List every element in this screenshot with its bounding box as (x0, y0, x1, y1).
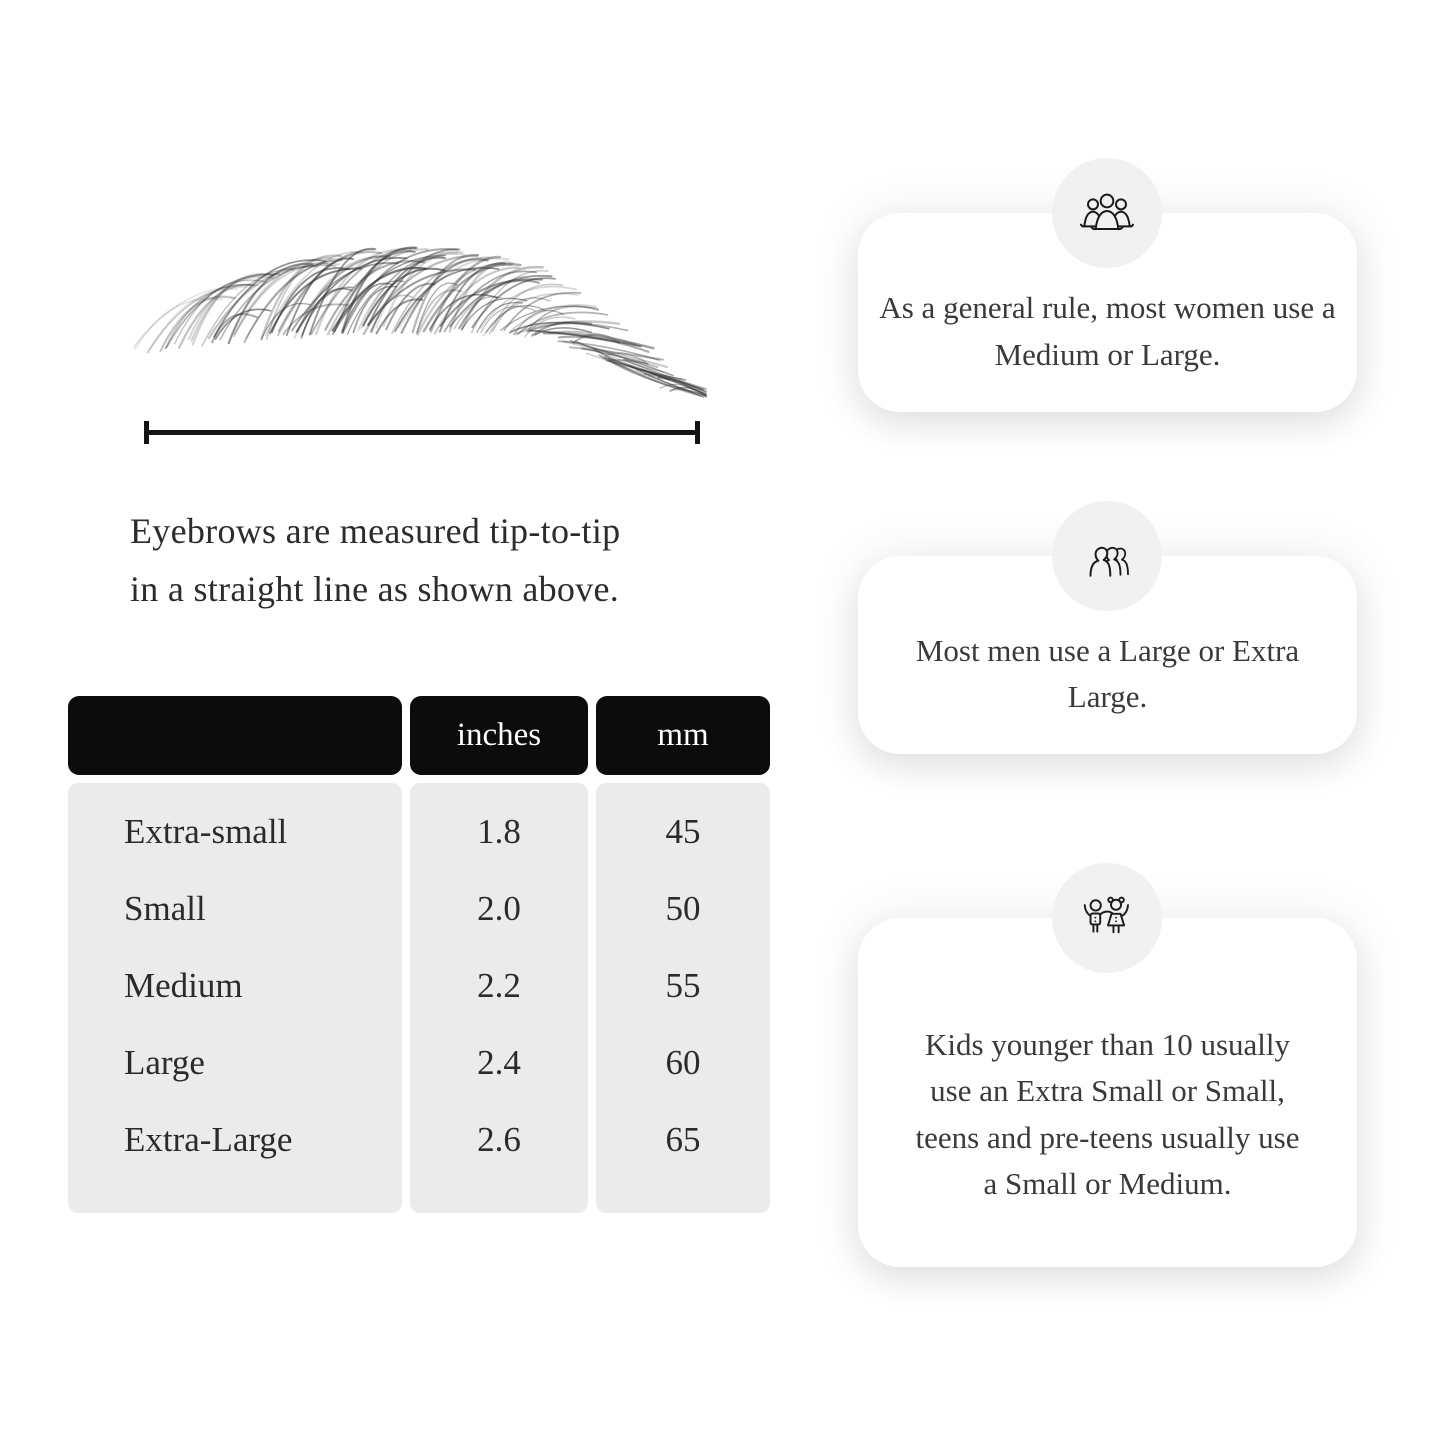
table-header-size-blank (68, 696, 402, 775)
card-women-text: As a general rule, most women use a Medium or Large. (879, 290, 1336, 372)
men-icon-circle (1052, 501, 1162, 611)
table-header-inches (410, 696, 588, 775)
caption-line-1: Eyebrows are measured tip-to-tip (130, 511, 621, 551)
table-column-size-names (68, 783, 402, 1213)
table-column-inches (410, 783, 588, 1213)
table-header-inches-label: inches (456, 717, 542, 753)
table-header-mm (596, 696, 770, 775)
table-row-label: Extra-small (124, 811, 288, 851)
table-row-label: Extra-Large (124, 1119, 293, 1159)
table-header-mm-label: mm (657, 717, 709, 753)
caption-line-2: in a straight line as shown above. (130, 569, 620, 609)
men-group-icon (1074, 533, 1140, 579)
table-cell-inches: 2.2 (477, 965, 521, 1005)
kids-icon-circle (1052, 863, 1162, 973)
measurement-caption (130, 502, 620, 618)
table-row-label: Large (124, 1042, 205, 1082)
table-cell-inches: 1.8 (477, 811, 521, 851)
table-cell-mm: 65 (665, 1119, 701, 1159)
kids-icon (1076, 894, 1138, 942)
card-men-text: Most men use a Large or Extra Large. (915, 632, 1300, 714)
table-row-label: Small (124, 888, 206, 928)
table-cell-inches: 2.4 (477, 1042, 521, 1082)
women-icon-circle (1052, 158, 1162, 268)
table-cell-mm: 45 (665, 811, 701, 851)
table-cell-mm: 50 (665, 888, 701, 928)
table-column-mm (596, 783, 770, 1213)
table-row-label: Medium (124, 965, 243, 1005)
women-group-icon (1075, 190, 1139, 236)
table-cell-inches: 2.0 (477, 888, 521, 928)
eyebrow-illustration (118, 232, 718, 407)
measurement-line (144, 430, 700, 435)
table-cell-inches: 2.6 (477, 1119, 521, 1159)
table-cell-mm: 60 (665, 1042, 701, 1082)
card-kids-text: Kids younger than 10 usually use an Extra Small or Small, teens and pre-teens usually use a Small or Medium. (915, 1026, 1300, 1201)
table-cell-mm: 55 (665, 965, 701, 1005)
